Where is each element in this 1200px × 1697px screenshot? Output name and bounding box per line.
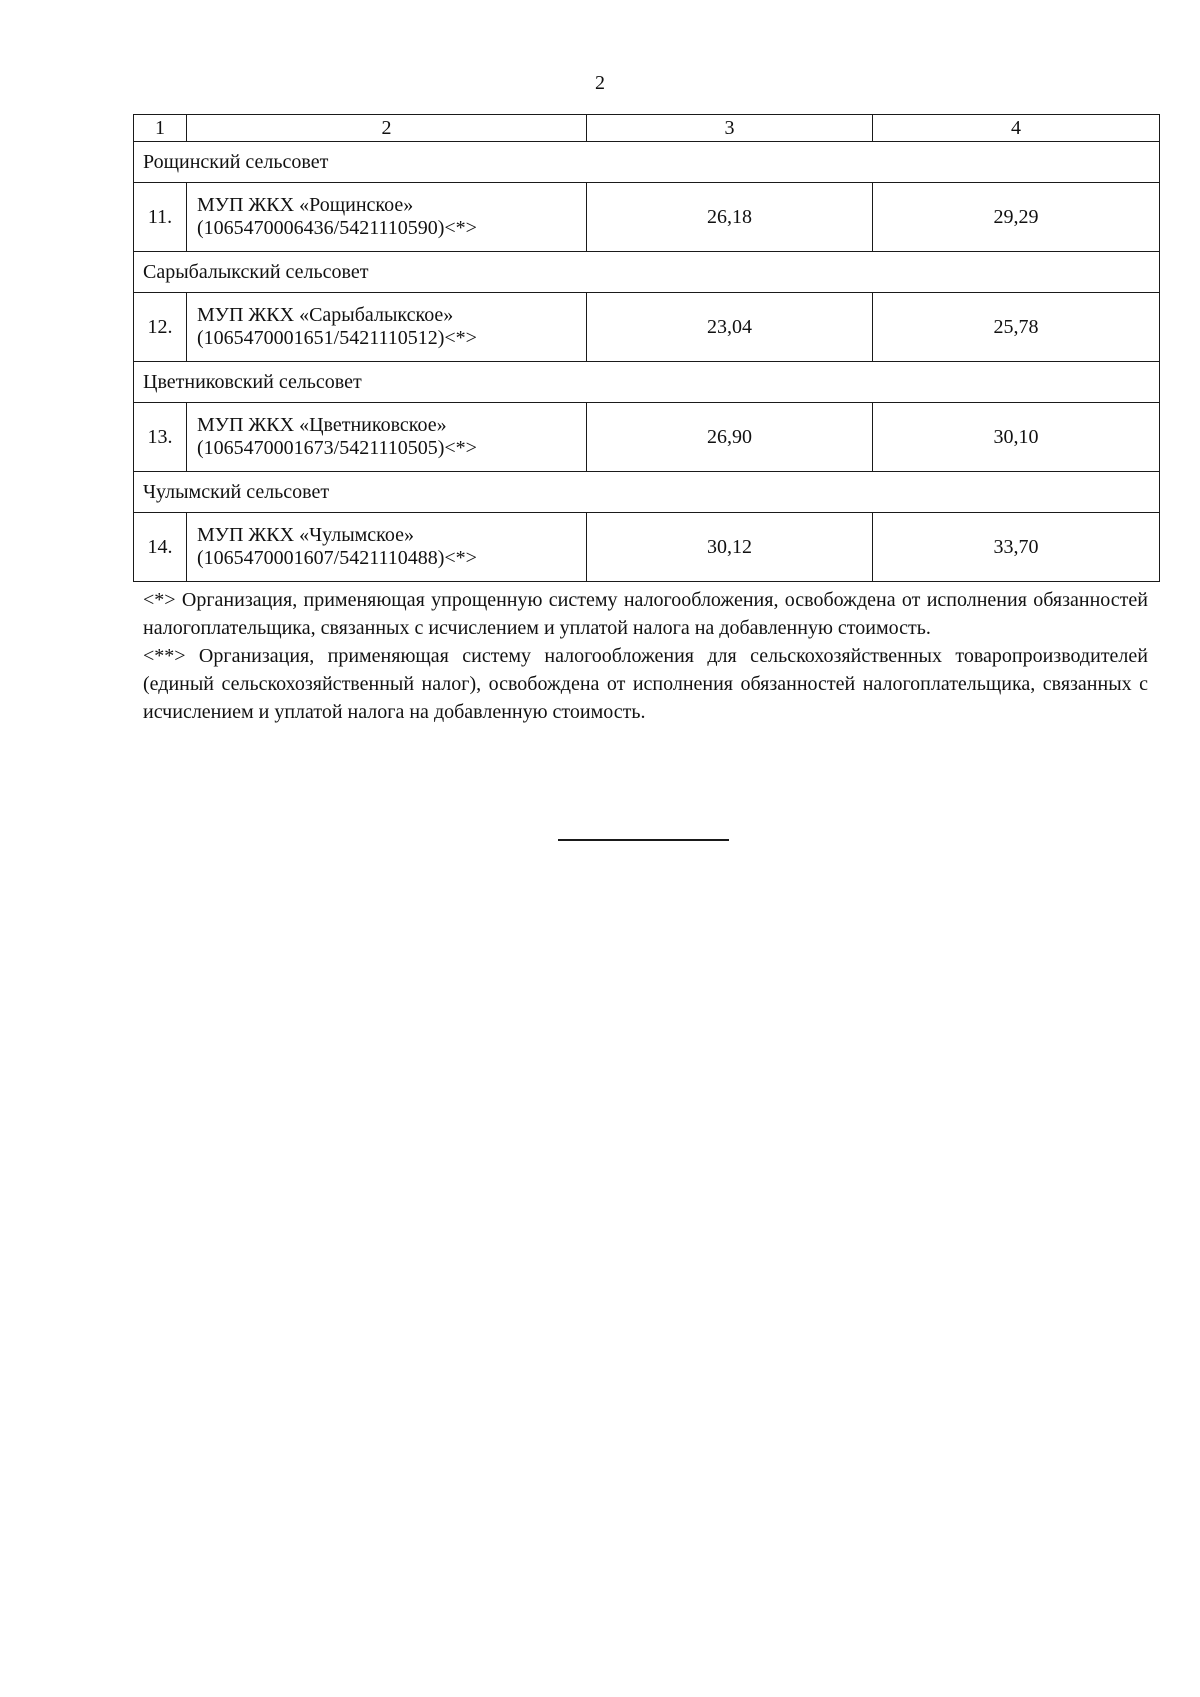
organization-name: МУП ЖКХ «Цветниковское» bbox=[197, 414, 447, 436]
organization-cell bbox=[187, 183, 587, 252]
tariff-table bbox=[133, 114, 1160, 582]
organization-ids: (1065470001607/5421110488)<*> bbox=[197, 547, 477, 569]
organization-name: МУП ЖКХ «Сарыбалыкское» bbox=[197, 304, 454, 326]
header-cell: 4 bbox=[873, 115, 1160, 142]
value-col4: 29,29 bbox=[873, 183, 1160, 252]
value-col4: 33,70 bbox=[873, 513, 1160, 582]
organization-name: МУП ЖКХ «Чулымское» bbox=[197, 524, 414, 546]
value-col3: 30,12 bbox=[587, 513, 873, 582]
organization-ids: (1065470006436/5421110590)<*> bbox=[197, 217, 477, 239]
organization-name: МУП ЖКХ «Рощинское» bbox=[197, 194, 414, 216]
table-header-row bbox=[134, 115, 1160, 142]
table-row bbox=[134, 513, 1160, 582]
page-number: 2 bbox=[595, 72, 605, 94]
row-number: 12. bbox=[134, 293, 187, 362]
value-col3: 26,18 bbox=[587, 183, 873, 252]
row-number: 13. bbox=[134, 403, 187, 472]
section-row bbox=[134, 142, 1160, 183]
organization-cell bbox=[187, 403, 587, 472]
section-row bbox=[134, 362, 1160, 403]
value-col4: 25,78 bbox=[873, 293, 1160, 362]
header-cell: 1 bbox=[134, 115, 187, 142]
table-row bbox=[134, 403, 1160, 472]
organization-ids: (1065470001673/5421110505)<*> bbox=[197, 437, 477, 459]
organization-cell bbox=[187, 293, 587, 362]
section-row bbox=[134, 252, 1160, 293]
end-of-document-rule bbox=[558, 839, 729, 841]
footnote-single-asterisk: <*> Организация, применяющая упрощенную систему налогообложения, освобождена от исполнения обязанностей налогоплательщика, связанных с исчислением и уплатой налога на добавленную стоимость. bbox=[143, 589, 1148, 639]
organization-ids: (1065470001651/5421110512)<*> bbox=[197, 327, 477, 349]
section-row bbox=[134, 472, 1160, 513]
table-row bbox=[134, 293, 1160, 362]
section-title: Чулымский сельсовет bbox=[134, 472, 1160, 513]
footnote-double-asterisk: <**> Организация, применяющая систему налогообложения для сельскохозяйственных товаропроизводителей (единый сельскохозяйственный налог), освобождена от исполнения обязанностей налогоплательщика, связанных с исчислением и уплатой налога на добавленную стоимость. bbox=[143, 645, 1148, 723]
value-col3: 23,04 bbox=[587, 293, 873, 362]
section-title: Цветниковский сельсовет bbox=[134, 362, 1160, 403]
value-col4: 30,10 bbox=[873, 403, 1160, 472]
table-row bbox=[134, 183, 1160, 252]
header-cell: 2 bbox=[187, 115, 587, 142]
footnotes bbox=[143, 586, 1148, 726]
section-title: Сарыбалыкский сельсовет bbox=[134, 252, 1160, 293]
header-cell: 3 bbox=[587, 115, 873, 142]
value-col3: 26,90 bbox=[587, 403, 873, 472]
organization-cell bbox=[187, 513, 587, 582]
row-number: 14. bbox=[134, 513, 187, 582]
section-title: Рощинский сельсовет bbox=[134, 142, 1160, 183]
row-number: 11. bbox=[134, 183, 187, 252]
